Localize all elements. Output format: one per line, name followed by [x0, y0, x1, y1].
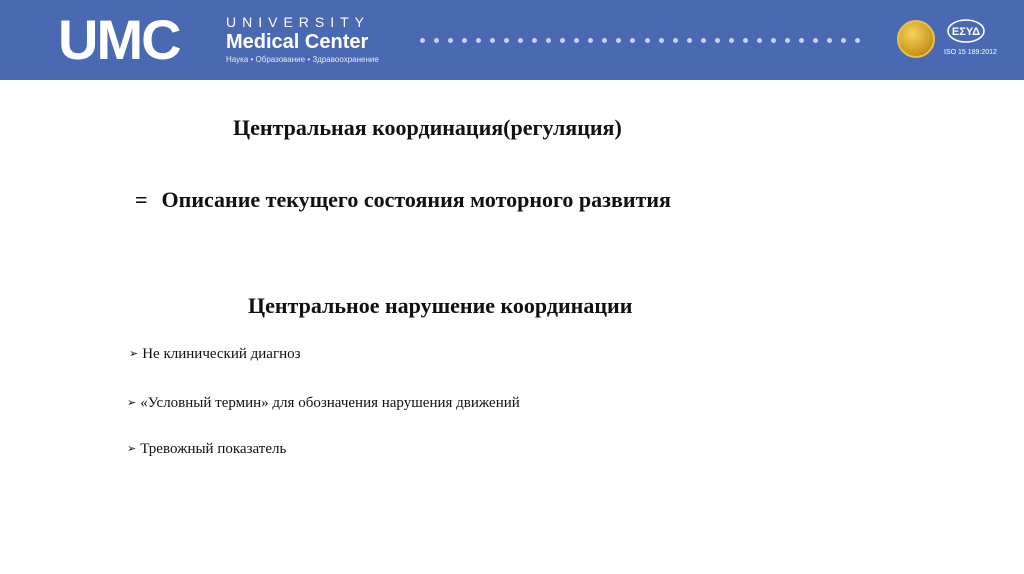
bullet-text: «Условный термин» для обозначения нарушения движений — [140, 395, 520, 411]
header-bar — [0, 0, 1024, 80]
esyd-logo-icon — [946, 18, 986, 44]
svg-text:ΕΣΥΔ: ΕΣΥΔ — [951, 26, 981, 38]
bullet-item — [127, 441, 286, 458]
arrowhead-bullet-icon: ➢ — [127, 397, 137, 409]
university-label: UNIVERSITY — [226, 14, 371, 30]
bullet-item — [127, 395, 520, 412]
bullet-item — [129, 346, 301, 363]
tagline: Наука • Образование • Здравоохранение — [226, 55, 379, 64]
slide-subtitle: Центральное нарушение координации — [248, 293, 633, 318]
bullet-text: Не клинический диагноз — [142, 346, 301, 362]
gold-seal-icon — [897, 20, 935, 58]
arrowhead-bullet-icon: ➢ — [127, 443, 137, 455]
definition-line — [135, 187, 671, 213]
bullet-text: Тревожный показатель — [140, 441, 287, 457]
umc-logo: UMC — [58, 8, 180, 71]
definition-text: Описание текущего состояния моторного развития — [161, 187, 671, 212]
slide-title: Центральная координация(регуляция) — [233, 115, 622, 140]
equals-sign: = — [135, 187, 148, 212]
dotted-divider — [420, 34, 860, 46]
iso-label: ISO 15 189:2012 — [944, 49, 997, 56]
medical-center-label: Medical Center — [226, 31, 369, 53]
arrowhead-bullet-icon: ➢ — [129, 348, 139, 360]
